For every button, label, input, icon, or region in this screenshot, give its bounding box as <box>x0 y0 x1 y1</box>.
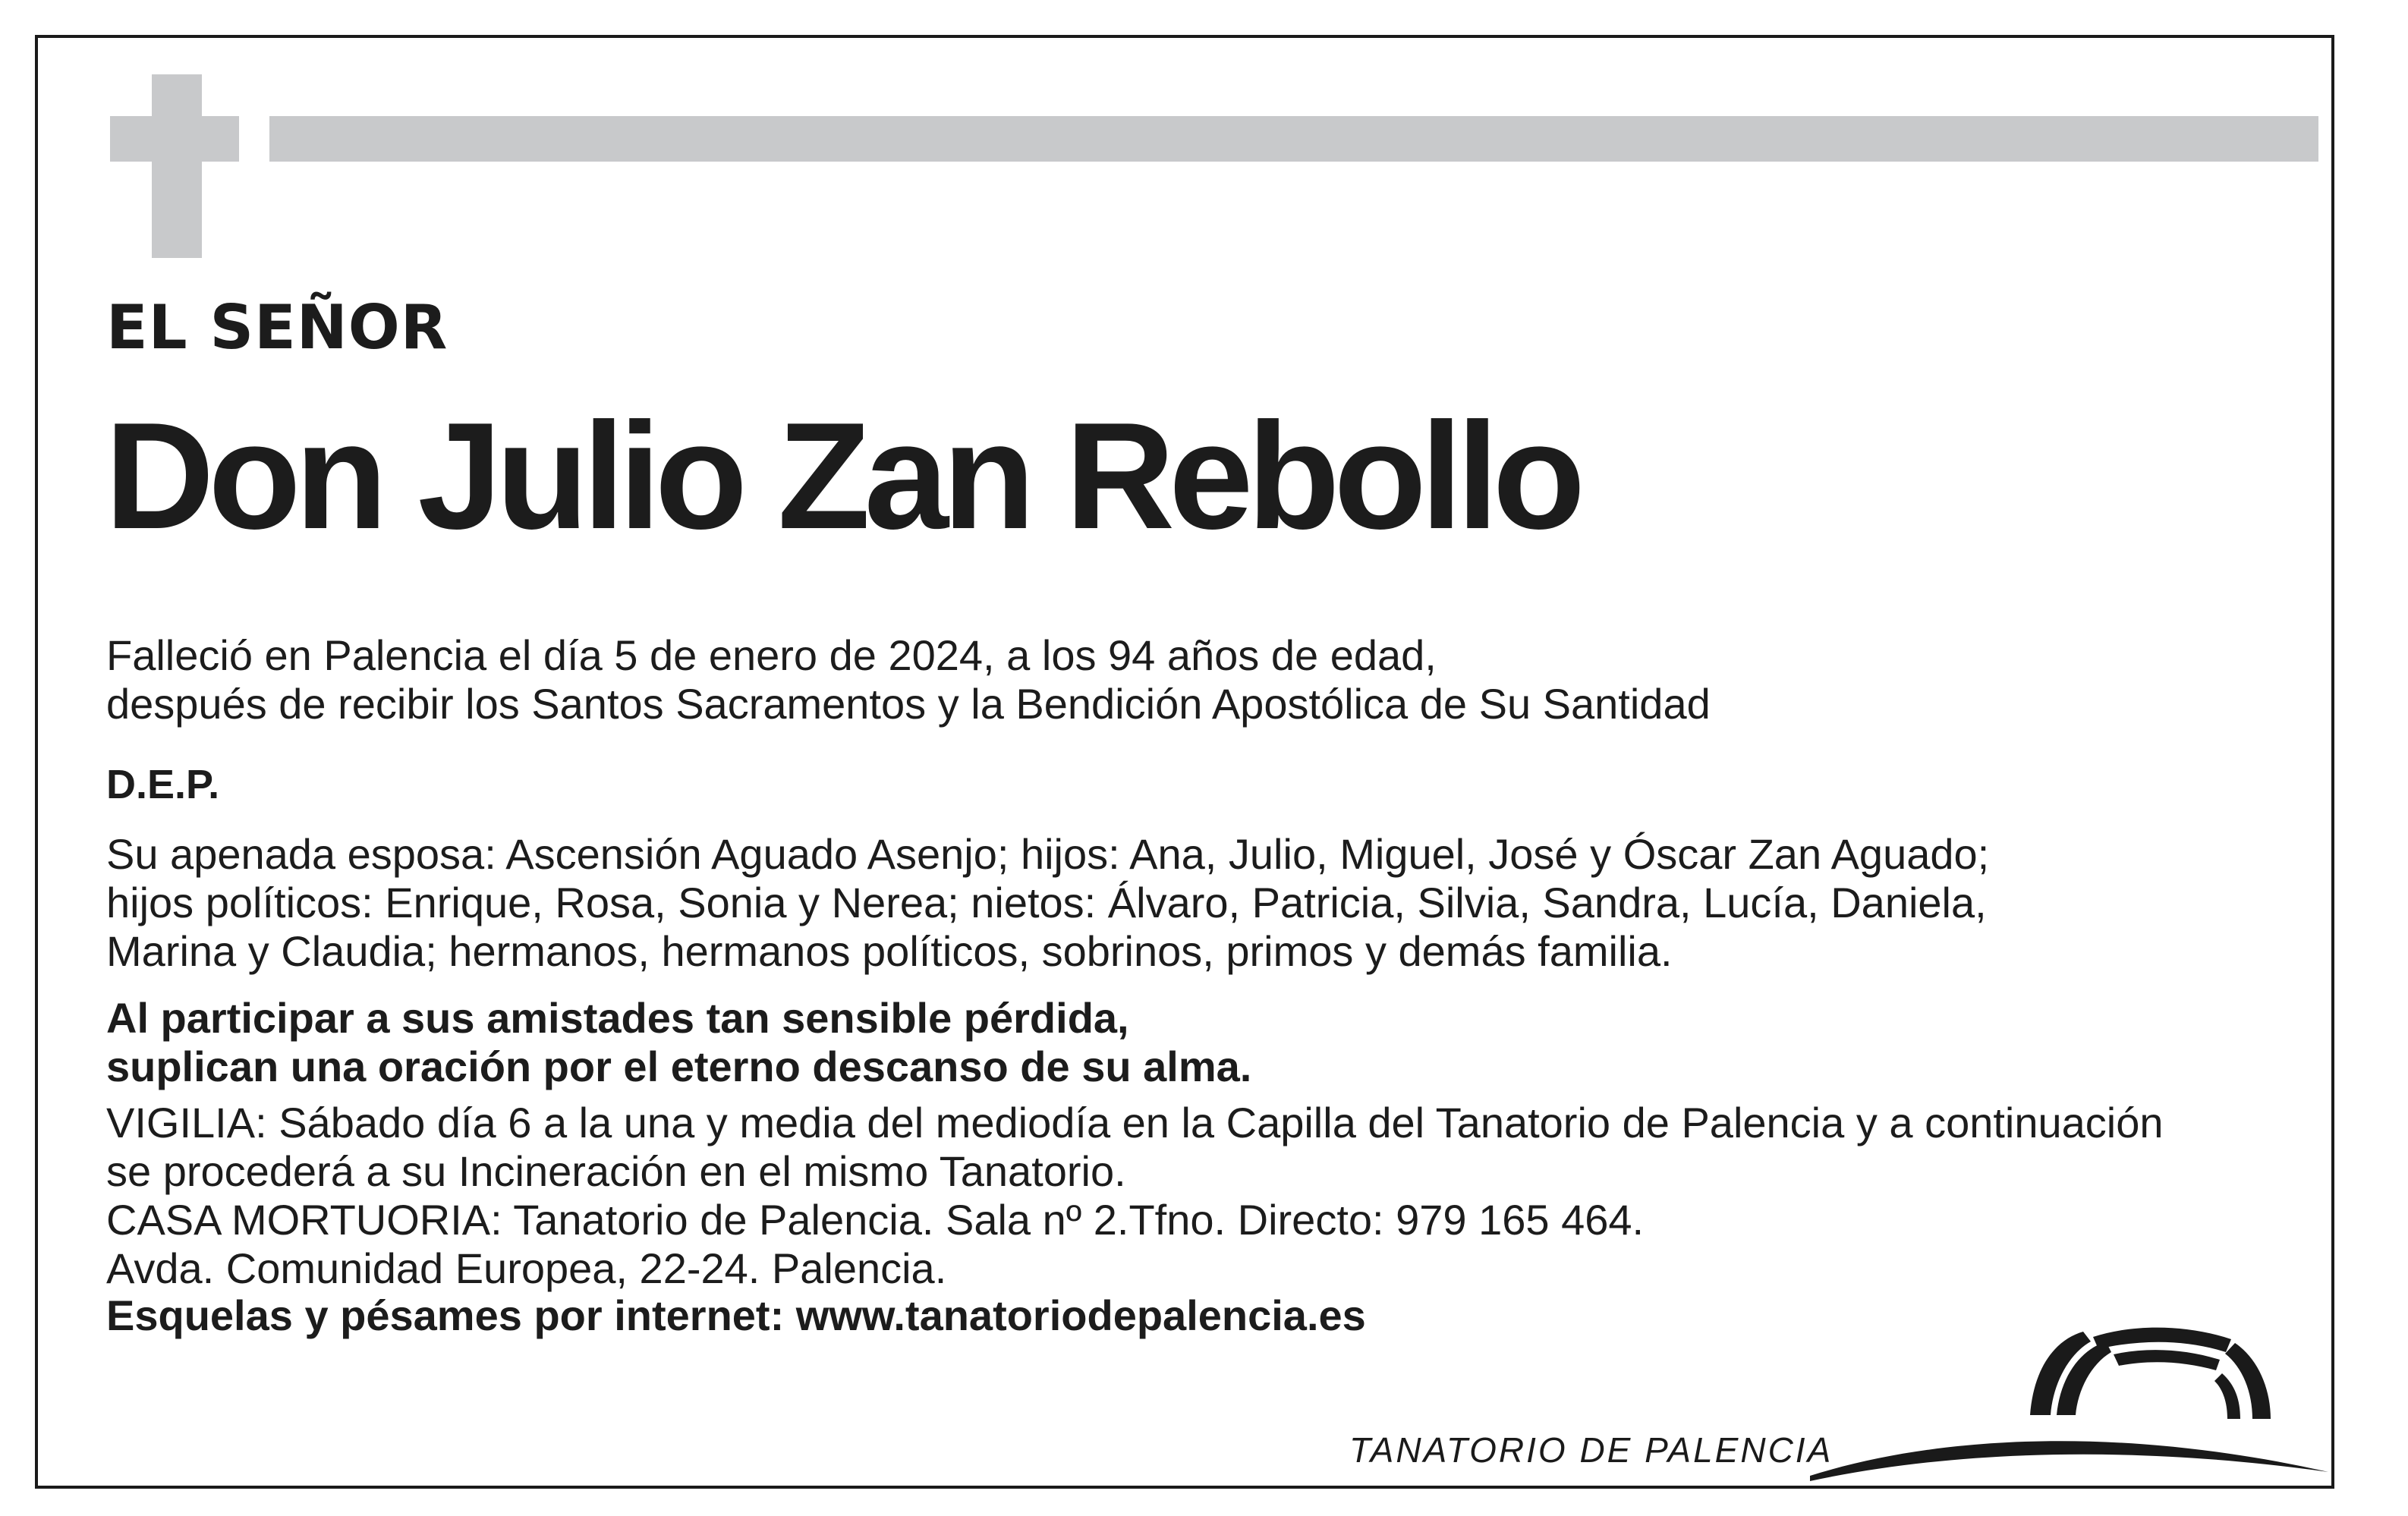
request-line: Al participar a sus amistades tan sensible pérdida, <box>106 994 1129 1042</box>
funeral-home-line: CASA MORTUORIA: Tanatorio de Palencia. Sala nº 2.Tfno. Directo: 979 165 464. <box>106 1196 1645 1244</box>
death-notice <box>106 631 1711 728</box>
honorific: EL SEÑOR <box>106 292 449 363</box>
address-line: Avda. Comunidad Europea, 22-24. Palencia. <box>106 1244 947 1292</box>
family-line: Marina y Claudia; hermanos, hermanos políticos, sobrinos, primos y demás familia. <box>106 927 1673 975</box>
tanatorio-logo-icon <box>1806 1320 2330 1483</box>
service-details <box>106 1099 2164 1293</box>
death-notice-line: después de recibir los Santos Sacramentos y la Bendición Apostólica de Su Santidad <box>106 680 1711 728</box>
family-list <box>106 830 1989 976</box>
web-line: Esquelas y pésames por internet: www.tanatoriodepalencia.es <box>106 1291 1366 1339</box>
request-line: suplican una oración por el eterno descanso de su alma. <box>106 1043 1252 1090</box>
header-bar <box>269 116 2318 162</box>
deceased-name: Don Julio Zan Rebollo <box>105 392 1580 561</box>
prayer-request <box>106 994 1251 1091</box>
logo-text: TANATORIO DE PALENCIA <box>1349 1430 1834 1470</box>
family-line: hijos políticos: Enrique, Rosa, Sonia y Nerea; nietos: Álvaro, Patricia, Silvia, Sandra, Lucía, Daniela, <box>106 879 1987 926</box>
vigil-line: se procederá a su Incineración en el mismo Tanatorio. <box>106 1147 1126 1195</box>
dep-text: D.E.P. <box>106 762 220 807</box>
family-line: Su apenada esposa: Ascensión Aguado Asenjo; hijos: Ana, Julio, Miguel, José y Óscar Zan Aguado; <box>106 830 1990 878</box>
cross-icon <box>152 74 202 258</box>
cross-icon-arm <box>110 116 239 162</box>
death-notice-line: Falleció en Palencia el día 5 de enero de 2024, a los 94 años de edad, <box>106 631 1437 679</box>
vigil-line: VIGILIA: Sábado día 6 a la una y media del mediodía en la Capilla del Tanatorio de Palencia y a continuación <box>106 1099 2164 1146</box>
